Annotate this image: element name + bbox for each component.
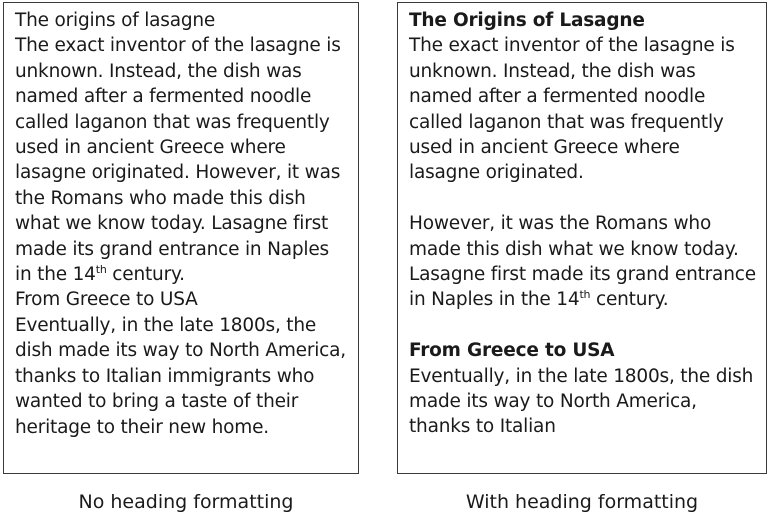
paragraph-spacer bbox=[409, 313, 756, 338]
right-paragraph-inventor: The exact inventor of the lasagne is unknown. Instead, the dish was named after a fermented noodle called laganon that was frequently used in ancient Greece where lasagne originated. bbox=[409, 35, 735, 184]
left-paragraph-origins bbox=[15, 33, 348, 287]
left-paragraph-greece-usa: Eventually, in the late 1800s, the dish made its way to North America, thanks to Italian immigrants who wanted to bring a taste of their heritage to their new home. bbox=[15, 314, 346, 438]
left-text-panel bbox=[3, 2, 359, 474]
right-paragraph-romans bbox=[409, 211, 756, 313]
caption-with-heading-formatting: With heading formatting bbox=[465, 491, 699, 513]
left-paragraph-origins-end: century. bbox=[106, 264, 185, 286]
right-superscript-th: th bbox=[579, 288, 591, 302]
right-text-panel bbox=[397, 2, 767, 474]
left-heading-greece-usa: From Greece to USA bbox=[15, 289, 198, 311]
right-paragraph-romans-end: century. bbox=[590, 289, 669, 311]
right-paragraph-greece-usa: Eventually, in the late 1800s, the dish made its way to North America, thanks to Italian bbox=[409, 365, 754, 438]
left-superscript-th: th bbox=[95, 263, 107, 277]
left-heading-origins: The origins of lasagne bbox=[15, 10, 216, 31]
right-heading-greece-usa: From Greece to USA bbox=[409, 340, 615, 362]
paragraph-spacer bbox=[409, 186, 756, 211]
caption-no-heading-formatting: No heading formatting bbox=[78, 491, 294, 513]
right-paragraph-romans-text: However, it was the Romans who made this dish what we know today. Lasagne first made its grand entrance in Naples in the 14 bbox=[409, 213, 756, 311]
left-paragraph-origins-text: The exact inventor of the lasagne is unknown. Instead, the dish was named after a fermented noodle called laganon that was frequently used in ancient Greece where lasagne originated. However, it was the Romans who made this dish what we know today. Lasagne first made its grand entrance in Naples in the 14 bbox=[15, 35, 341, 286]
right-heading-origins: The Origins of Lasagne bbox=[409, 10, 645, 31]
